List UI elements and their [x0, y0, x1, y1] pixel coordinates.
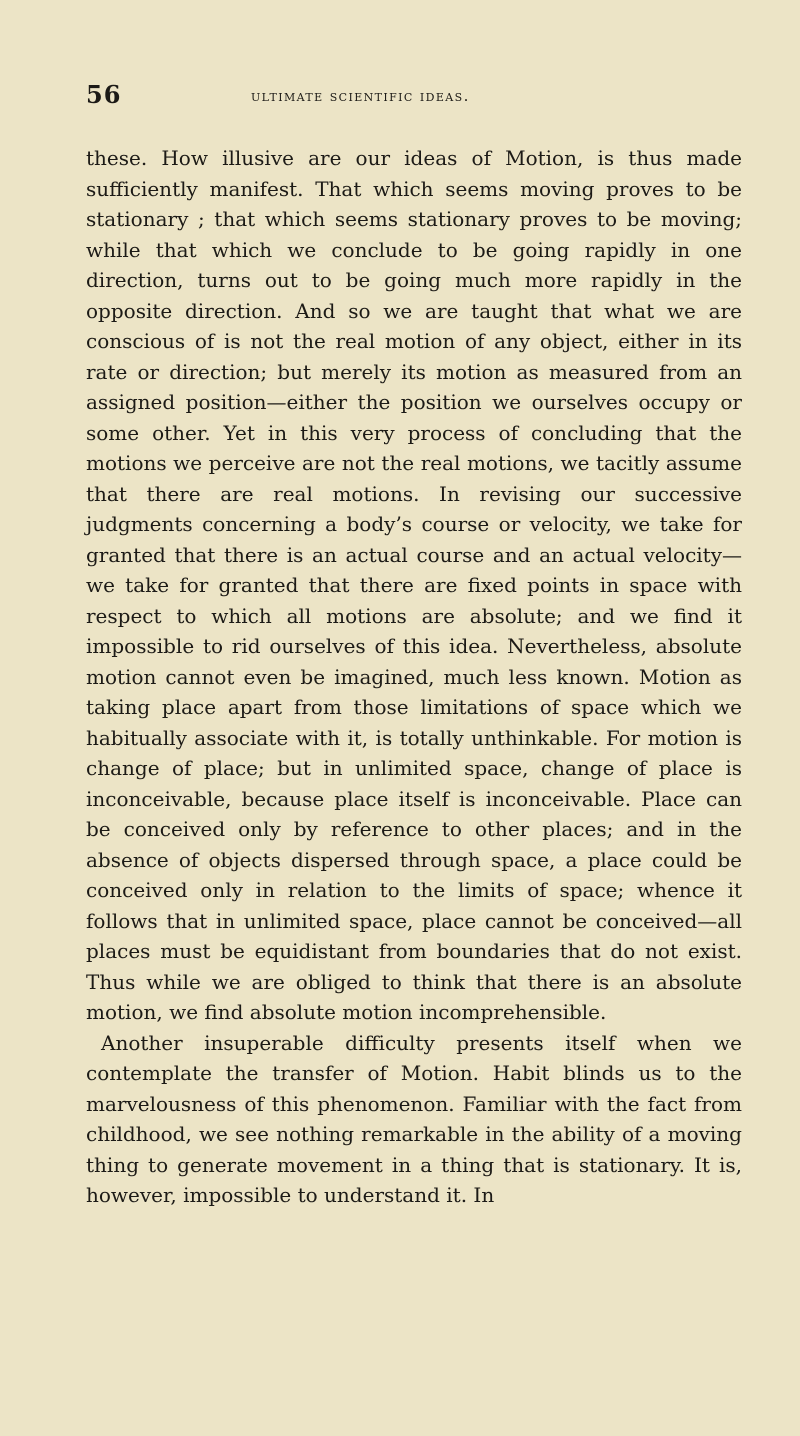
paragraph-transfer-of-motion: Another insuperable difficulty presents itself when we contemplate the transfer of Motion. Habit blinds us to the marvelousness of this phenomenon. Familiar with the fact from childhood, we see nothing remarkable in the ability of a moving thing to generate movement in a thing that is stationary. It is, however, impossible to understand it. In	[86, 1030, 742, 1207]
body-text	[86, 143, 742, 1211]
page-number: 56	[86, 80, 122, 109]
paragraph-continued: these. How illusive are our ideas of Motion, is thus made sufficiently manifest. That which seems moving proves to be stationary ; that which seems stationary proves to be moving; while that which we conclude to be going rapidly in one direction, turns out to be going much more rapidly in the opposite direction. And so we are taught that what we are conscious of is not the real motion of any object, either in its rate or direction; but merely its motion as measured from an assigned position—either the position we ourselves occupy or some other. Yet in this very process of concluding that the motions we perceive are not the real motions, we tacitly assume that there are real motions. In revising our successive judgments concerning a body’s course or velocity, we take for granted that there is an actual course and an actual velocity—we take for granted that there are fixed points in space with respect to which all motions are absolute; and we find it impossible to rid ourselves of this idea. Nevertheless, absolute motion cannot even be imagined, much less known. Motion as taking place apart from those limitations of space which we habitually associate with it, is totally unthinkable. For motion is change of place; but in unlimited space, change of place is inconceivable, because place itself is inconceivable. Place can be conceived only by reference to other places; and in the absence of objects dispersed through space, a place could be conceived only in relation to the limits of space; whence it follows that in unlimited space, place cannot be conceived—all places must be equidistant from boundaries that do not exist. Thus while we are obliged to think that there is an absolute motion, we find absolute motion incomprehensible.	[86, 146, 742, 1024]
running-head: ultimate scientific ideas.	[251, 87, 470, 105]
page-header	[86, 80, 742, 114]
